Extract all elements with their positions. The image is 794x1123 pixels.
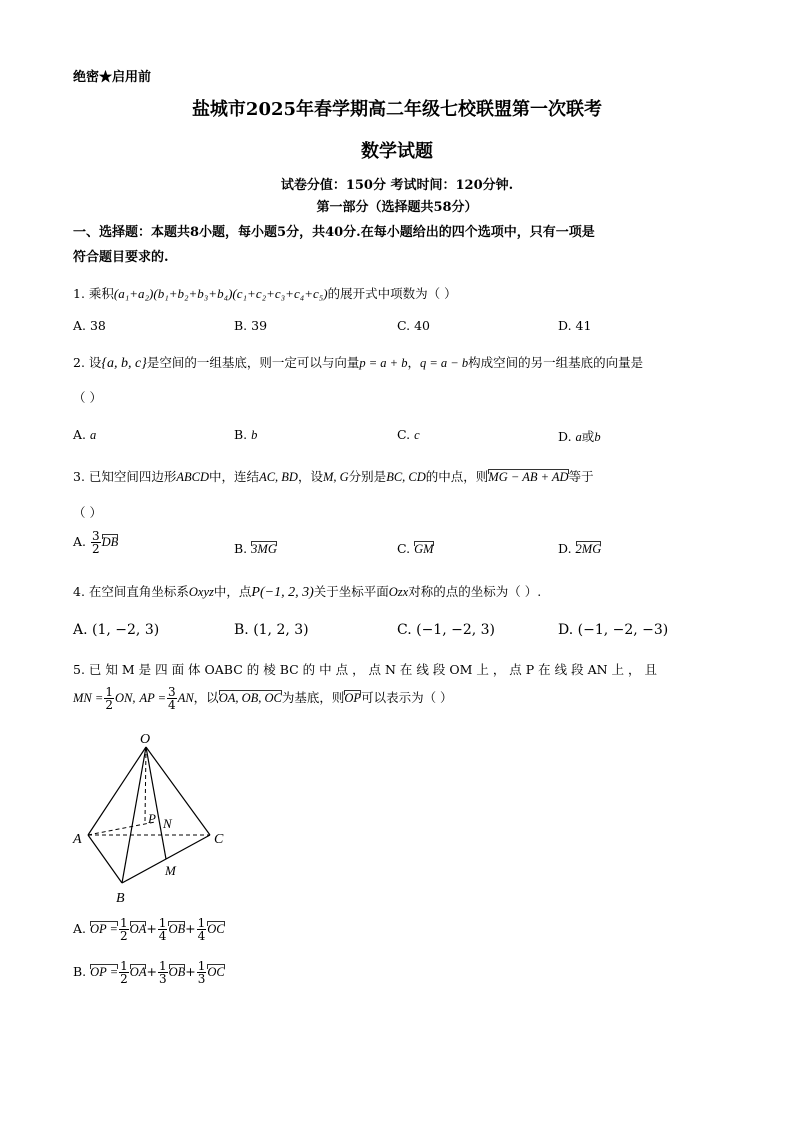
q5-a-c2-num: 1 <box>158 916 167 930</box>
segment-op-dashed <box>145 747 146 821</box>
q1-option-c[interactable]: C. 40 <box>397 318 430 333</box>
q5-option-a-label: A. <box>73 921 87 936</box>
q3-text5: 的中点，则 <box>425 469 489 484</box>
q5-b-c1-den: 2 <box>120 972 128 986</box>
section-instructions-line1: 一、选择题：本题共8小题，每小题5分，共40分.在每小题给出的四个选项中，只有一项是 <box>73 225 595 240</box>
q5-a-plus2: + <box>185 921 196 936</box>
q3-option-c[interactable] <box>397 541 434 557</box>
q2-suffix: 构成空间的另一组基底的向量是 <box>468 355 644 370</box>
part-title: 第一部分（选择题共58分） <box>316 200 478 215</box>
q2-middle: 是空间的一组基底，则一定可以与向量 <box>146 355 360 370</box>
label-o: O <box>140 732 151 747</box>
secret-label: 绝密★启用前 <box>73 70 152 85</box>
q5-option-b-v1: OA <box>129 965 147 979</box>
q5-a-plus1: + <box>146 921 157 936</box>
q5-ap-num: 3 <box>168 685 176 699</box>
question-5-line2 <box>73 686 453 711</box>
q5-b-c2-den: 3 <box>158 972 167 986</box>
q2-option-c-label: C. <box>397 427 411 442</box>
q5-option-b-lhs: OP = <box>90 965 119 979</box>
q4-text4: 对称的点的坐标为（ ）. <box>408 584 542 599</box>
exam-info: 试卷分值：150分 考试时间：120分钟. <box>280 178 514 193</box>
q1-expr: (a₁+a₂)(b₁+b₂+b₃+b₄)(c₁+c₂+c₃+c₄+c₅) <box>113 286 328 301</box>
q5-a-c3-den: 4 <box>197 929 206 943</box>
q2-option-d-or: 或 <box>581 429 595 444</box>
q5-ap-fraction <box>167 686 177 711</box>
q1-suffix: 的展开式中项数为（ ） <box>327 286 457 301</box>
q3-text2: 中，连结 <box>209 469 260 484</box>
edge-ob <box>122 747 146 883</box>
segment-an-dashed <box>88 822 155 835</box>
q5-ap-den: 4 <box>168 698 176 712</box>
q5-b-c3-num: 1 <box>197 959 206 973</box>
q2-option-d-val: a <box>575 430 582 444</box>
q3-acbd: AC, BD <box>259 470 298 484</box>
q5-ap: AP = <box>139 691 167 705</box>
q5-op: OP <box>344 691 362 705</box>
q5-text-basis: ，以 <box>193 690 219 705</box>
q1-option-a[interactable]: A. 38 <box>73 318 106 333</box>
q5-option-a-v2: OB <box>168 922 186 936</box>
q2-option-b[interactable] <box>234 427 257 443</box>
q3-option-b-label: B. <box>234 541 248 556</box>
q5-a-c2-den: 4 <box>158 929 167 943</box>
q5-b-c2-num: 1 <box>158 959 167 973</box>
q5-option-b-c1 <box>119 960 129 985</box>
q5-option-a-c1 <box>119 917 129 942</box>
q5-mn-fraction <box>104 686 114 711</box>
q5-b-plus1: + <box>146 964 157 979</box>
q5-b-plus2: + <box>185 964 196 979</box>
q2-q-expr: q = a − b <box>419 356 469 370</box>
q3-expr: MG − AB + AD <box>488 470 569 484</box>
q5-mn-num: 1 <box>105 685 113 699</box>
q1-prefix: 1. 乘积 <box>73 286 114 301</box>
q3-option-d-val: 2MG <box>575 542 602 556</box>
question-4 <box>73 582 541 601</box>
q1-option-b[interactable]: B. 39 <box>234 318 268 333</box>
label-c: C <box>214 832 224 847</box>
q3-option-b[interactable] <box>234 541 277 557</box>
q5-option-b-v2: OB <box>168 965 186 979</box>
q3-option-c-val: GM <box>414 542 434 556</box>
q5-option-a-v1: OA <box>129 922 147 936</box>
q4-option-d[interactable]: D. (−1, −2, −3) <box>558 622 669 638</box>
q1-option-d[interactable]: D. 41 <box>558 318 592 333</box>
q2-option-c[interactable] <box>397 427 420 443</box>
q3-paren: （ ） <box>73 505 102 520</box>
q4-text2: 中，点 <box>213 584 252 599</box>
q4-option-a[interactable]: A. (1, −2, 3) <box>73 622 160 638</box>
q3-option-a-den: 2 <box>92 542 100 556</box>
subject-title: 数学试题 <box>361 141 433 162</box>
q3-text: 3. 已知空间四边形 <box>73 469 177 484</box>
q5-option-b-label: B. <box>73 964 87 979</box>
q3-option-d[interactable] <box>558 541 601 557</box>
q3-option-a-label: A. <box>73 534 87 549</box>
q5-option-b-v3: OC <box>207 965 225 979</box>
q2-basis: {a, b, c} <box>101 356 147 371</box>
section-instructions-line2: 符合题目要求的. <box>73 250 169 265</box>
question-2 <box>73 353 643 372</box>
q2-option-a[interactable] <box>73 427 96 443</box>
label-b: B <box>116 891 125 906</box>
q2-option-b-val: b <box>251 428 258 442</box>
q2-paren: （ ） <box>73 390 102 405</box>
question-5-line1: 5. 已 知 M 是 四 面 体 OABC 的 棱 BC 的 中 点 ， 点 N 在 线 段 OM 上 ， 点 P 在 线 段 AN 上 ， 且 <box>73 662 657 677</box>
q2-option-c-val: c <box>414 428 420 442</box>
q5-b-c1-num: 1 <box>120 959 128 973</box>
q5-b-c3-den: 3 <box>197 972 206 986</box>
q4-option-c[interactable]: C. (−1, −2, 3) <box>397 622 496 638</box>
q4-text3: 关于坐标平面 <box>313 584 389 599</box>
q5-mn-den: 2 <box>105 698 113 712</box>
q5-basis: OA, OB, OC <box>218 691 282 705</box>
edge-ab <box>88 835 122 883</box>
q3-option-d-label: D. <box>558 541 572 556</box>
q3-abcd: ABCD <box>176 470 210 484</box>
label-n: N <box>163 816 172 831</box>
edge-oa <box>88 747 146 835</box>
q4-option-b[interactable]: B. (1, 2, 3) <box>234 622 309 638</box>
q4-text: 4. 在空间直角坐标系 <box>73 584 189 599</box>
q4-point: P(−1, 2, 3) <box>251 585 314 600</box>
q5-option-a-c2 <box>158 917 168 942</box>
q3-text3: ，设 <box>297 469 323 484</box>
q3-text4: 分别是 <box>348 469 387 484</box>
label-m: M <box>165 863 176 878</box>
q2-p-expr: p = a + b <box>359 356 408 370</box>
label-a: A <box>73 832 82 847</box>
q5-option-a[interactable] <box>73 917 225 942</box>
q2-prefix: 2. 设 <box>73 355 102 370</box>
q5-a-c1-den: 2 <box>120 929 128 943</box>
q2-option-d-label: D. <box>558 429 572 444</box>
q3-option-a-num: 3 <box>92 529 100 543</box>
q5-option-a-v3: OC <box>207 922 225 936</box>
q3-option-b-val: 3MG <box>251 542 277 556</box>
q3-mg: M, G <box>322 470 349 484</box>
question-1 <box>73 284 457 302</box>
q3-option-c-label: C. <box>397 541 411 556</box>
q4-sys: Oxyz <box>188 585 214 599</box>
q5-mn: MN = <box>73 691 104 705</box>
question-3 <box>73 467 594 485</box>
q3-bccd: BC, CD <box>386 470 426 484</box>
label-p: P <box>148 811 156 826</box>
q4-plane: Ozx <box>388 585 409 599</box>
q5-option-b[interactable] <box>73 960 225 985</box>
q5-option-a-lhs: OP = <box>90 922 118 936</box>
q5-a-c3-num: 1 <box>197 916 206 930</box>
q5-option-b-c3 <box>197 960 207 985</box>
q5-option-a-c3 <box>197 917 207 942</box>
q2-comma: ， <box>407 355 420 370</box>
q3-text6: 等于 <box>568 469 594 484</box>
exam-title: 盐城市2025年春学期高二年级七校联盟第一次联考 <box>191 99 603 120</box>
q5-on: ON, <box>114 691 136 705</box>
q2-option-a-val: a <box>90 428 97 442</box>
q3-option-a-vec: DB <box>101 535 119 549</box>
segment-om <box>146 747 166 859</box>
q5-text-end: 为基底，则 <box>281 690 345 705</box>
q5-option-b-c2 <box>158 960 168 985</box>
q3-option-a[interactable] <box>73 530 118 555</box>
q5-an: AN <box>177 691 194 705</box>
tetrahedron-figure <box>68 725 238 910</box>
q3-option-a-fraction <box>91 530 101 555</box>
q5-text-end2: 可以表示为（ ） <box>361 690 453 705</box>
q5-a-c1-num: 1 <box>120 916 128 930</box>
q2-option-d-b: b <box>594 430 601 444</box>
q2-option-a-label: A. <box>73 427 87 442</box>
q2-option-b-label: B. <box>234 427 248 442</box>
q2-option-d[interactable] <box>558 427 601 445</box>
